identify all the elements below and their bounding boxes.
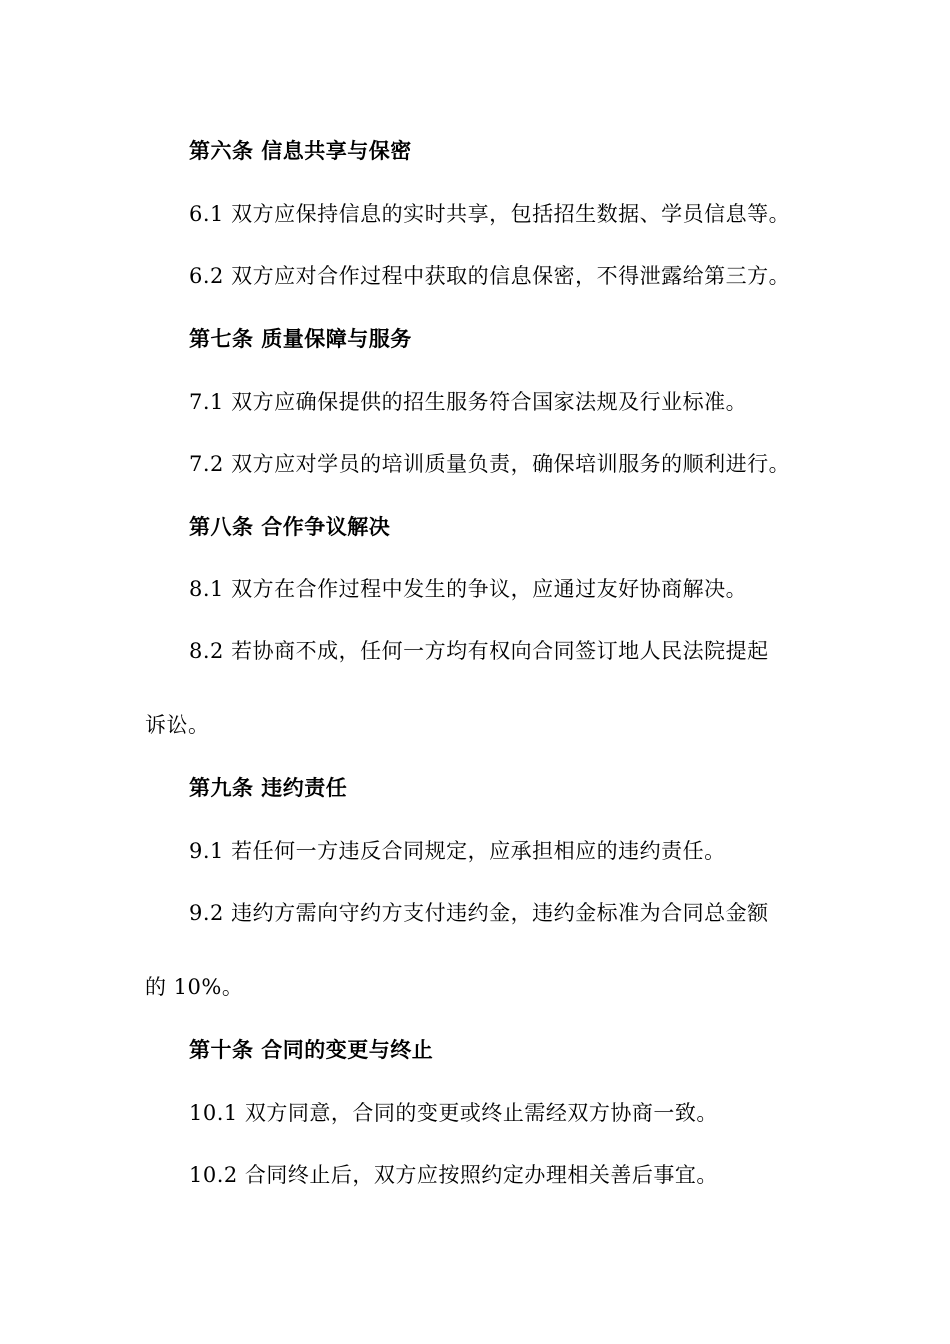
clause-10-2: 10.2 合同终止后，双方应按照约定办理相关善后事宜。 xyxy=(189,1163,718,1187)
clause-9-2: 9.2 违约方需向守约方支付违约金，违约金标准为合同总金额 xyxy=(189,901,769,925)
clause-7-1: 7.1 双方应确保提供的招生服务符合国家法规及行业标准。 xyxy=(189,390,748,414)
clause-8-1: 8.1 双方在合作过程中发生的争议，应通过友好协商解决。 xyxy=(189,577,748,601)
section-heading-6: 第六条 信息共享与保密 xyxy=(189,139,412,163)
section-heading-10: 第十条 合同的变更与终止 xyxy=(189,1038,434,1062)
clause-6-2: 6.2 双方应对合作过程中获取的信息保密，不得泄露给第三方。 xyxy=(189,264,791,288)
section-heading-8: 第八条 合作争议解决 xyxy=(189,515,391,539)
clause-10-1: 10.1 双方同意，合同的变更或终止需经双方协商一致。 xyxy=(189,1101,718,1125)
clause-9-1: 9.1 若任何一方违反合同规定，应承担相应的违约责任。 xyxy=(189,839,726,863)
clause-7-2: 7.2 双方应对学员的培训质量负责，确保培训服务的顺利进行。 xyxy=(189,452,791,476)
section-heading-7: 第七条 质量保障与服务 xyxy=(189,327,412,351)
clause-9-2-continued: 的 10%。 xyxy=(145,975,244,999)
section-heading-9: 第九条 违约责任 xyxy=(189,776,348,800)
clause-8-2-continued: 诉讼。 xyxy=(145,713,210,737)
clause-6-1: 6.1 双方应保持信息的实时共享，包括招生数据、学员信息等。 xyxy=(189,202,791,226)
clause-8-2: 8.2 若协商不成，任何一方均有权向合同签订地人民法院提起 xyxy=(189,639,769,663)
